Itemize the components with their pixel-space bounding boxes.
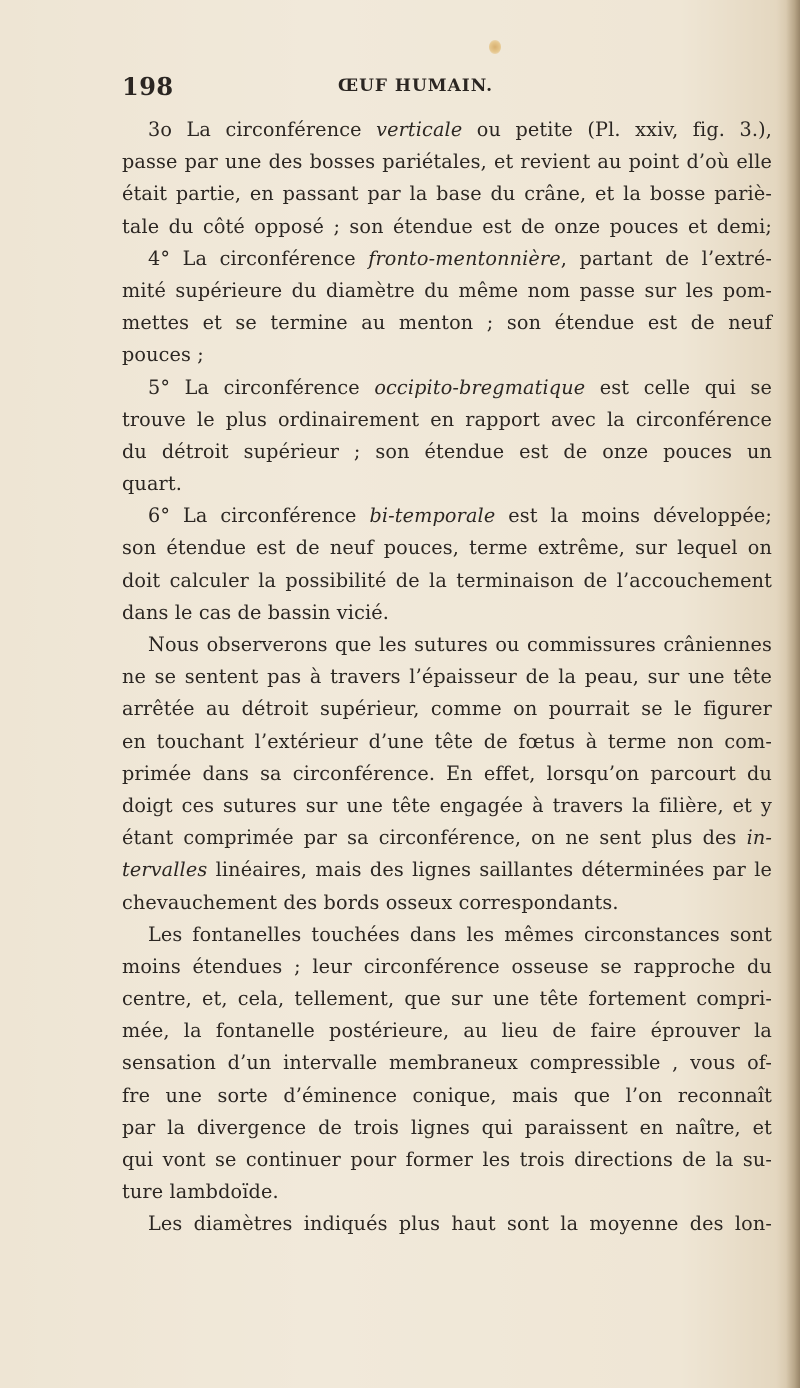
italic-term: tervalles: [122, 858, 208, 882]
text-line: [122, 468, 772, 500]
text-segment: étant comprimée par sa circonférence, on ne sent plus des: [122, 826, 747, 850]
text-line: [122, 436, 772, 468]
text-line: [122, 339, 772, 371]
text-line: [122, 597, 772, 629]
text-segment: son étendue est de neuf pouces, terme extrême, sur lequel on: [122, 536, 772, 560]
italic-term: verticale: [376, 118, 463, 141]
text-line: [122, 758, 772, 790]
paper-stain: [489, 40, 501, 54]
text-segment: 3o La circonférence: [148, 118, 377, 141]
text-line: [122, 1047, 772, 1079]
text-segment: moins étendues ; leur circonférence osseuse se rapproche du: [122, 954, 772, 978]
text-segment: centre, et, cela, tellement, que sur une tête fortement compri-: [122, 987, 772, 1011]
running-title: ŒUF HUMAIN.: [338, 76, 494, 96]
text-segment: trouve le plus ordinairement en rapport avec la circonférence: [122, 407, 772, 431]
page-header: [122, 72, 770, 106]
text-segment: tale du côté opposé ; son étendue est de onze pouces et demi;: [122, 214, 772, 238]
text-segment: Les fontanelles touchées dans les mêmes circonstances sont: [148, 922, 772, 946]
text-segment: linéaires, mais des lignes saillantes déterminées par le: [207, 858, 772, 882]
text-segment: primée dans sa circonférence. En effet, lorsqu’on parcourt du: [122, 761, 772, 785]
text-segment: passe par une des bosses pariétales, et revient au point d’où elle: [122, 150, 772, 174]
text-segment: arrêtée au détroit supérieur, comme on pourrait se le figurer: [122, 697, 772, 721]
text-segment: pouces ;: [122, 343, 204, 367]
text-segment: fre une sorte d’éminence conique, mais que l’on reconnaît: [122, 1083, 772, 1107]
text-line: [122, 854, 772, 886]
text-segment: doit calculer la possibilité de la terminaison de l’accouchement: [122, 568, 772, 592]
text-segment: est la moins développée;: [495, 504, 772, 528]
text-line: [122, 887, 772, 919]
text-segment: en touchant l’extérieur d’une tête de fœtus à terme non com-: [122, 729, 772, 753]
text-segment: sensation d’un intervalle membraneux compressible , vous of-: [122, 1051, 772, 1075]
text-line: [122, 1080, 772, 1112]
text-line: [122, 919, 772, 951]
text-segment: était partie, en passant par la base du crâne, et la bosse pariè-: [122, 182, 772, 206]
text-line: [122, 983, 772, 1015]
italic-term: fronto-mentonnière: [368, 246, 561, 270]
text-line: [122, 661, 772, 693]
text-line: [122, 275, 772, 307]
text-segment: 4° La circonférence: [148, 246, 369, 270]
italic-term: in-: [746, 826, 772, 850]
text-segment: 6° La circonférence: [148, 504, 370, 528]
text-segment: Nous observerons que les sutures ou commissures crâniennes: [148, 633, 772, 656]
body-text: [122, 114, 772, 1241]
text-segment: est celle qui se: [585, 375, 772, 399]
text-segment: 5° La circonférence: [148, 375, 375, 399]
text-segment: du détroit supérieur ; son étendue est de onze pouces un: [122, 439, 772, 463]
text-segment: mettes et se termine au menton ; son étendue est de neuf: [122, 311, 772, 335]
text-line: [122, 1144, 772, 1176]
text-segment: mée, la fontanelle postérieure, au lieu de faire éprouver la: [122, 1019, 772, 1043]
text-line: [122, 1176, 772, 1208]
page-number: 198: [122, 72, 174, 101]
text-line: [122, 211, 772, 243]
text-line: [122, 790, 772, 822]
page-gutter-shadow: [786, 0, 800, 1388]
text-segment: dans le cas de bassin vicié.: [122, 600, 390, 624]
text-line: [122, 146, 772, 178]
text-line: [122, 500, 772, 532]
italic-term: bi-temporale: [369, 504, 496, 528]
text-segment: mité supérieure du diamètre du même nom passe sur les pom-: [122, 278, 772, 302]
text-segment: doigt ces sutures sur une tête engagée à travers la filière, et y: [122, 793, 772, 817]
text-line: [122, 1015, 772, 1047]
text-line: [122, 178, 772, 210]
text-line: [122, 243, 772, 275]
text-line: [122, 532, 772, 564]
text-line: [122, 114, 772, 146]
text-line: [122, 951, 772, 983]
text-line: [122, 693, 772, 725]
text-line: [122, 822, 772, 854]
text-segment: chevauchement des bords osseux correspondants.: [122, 890, 619, 914]
text-segment: Les diamètres indiqués plus haut sont la moyenne des lon-: [148, 1212, 772, 1236]
text-segment: ne se sentent pas à travers l’épaisseur de la peau, sur une tête: [122, 665, 772, 689]
text-line: [122, 726, 772, 758]
text-line: [122, 1208, 772, 1240]
text-line: [122, 565, 772, 597]
text-line: [122, 404, 772, 436]
text-line: [122, 629, 772, 661]
text-segment: ou petite (Pl. xxiv, fig. 3.),: [462, 118, 772, 141]
text-segment: quart.: [122, 472, 182, 496]
text-segment: ture lambdoïde.: [122, 1180, 279, 1204]
text-segment: , partant de l’extré-: [560, 246, 773, 270]
text-segment: par la divergence de trois lignes qui paraissent en naître, et: [122, 1115, 772, 1139]
italic-term: occipito-bregmatique: [374, 375, 586, 399]
text-line: [122, 1112, 772, 1144]
text-segment: qui vont se continuer pour former les trois directions de la su-: [122, 1148, 772, 1171]
text-line: [122, 372, 772, 404]
text-line: [122, 307, 772, 339]
